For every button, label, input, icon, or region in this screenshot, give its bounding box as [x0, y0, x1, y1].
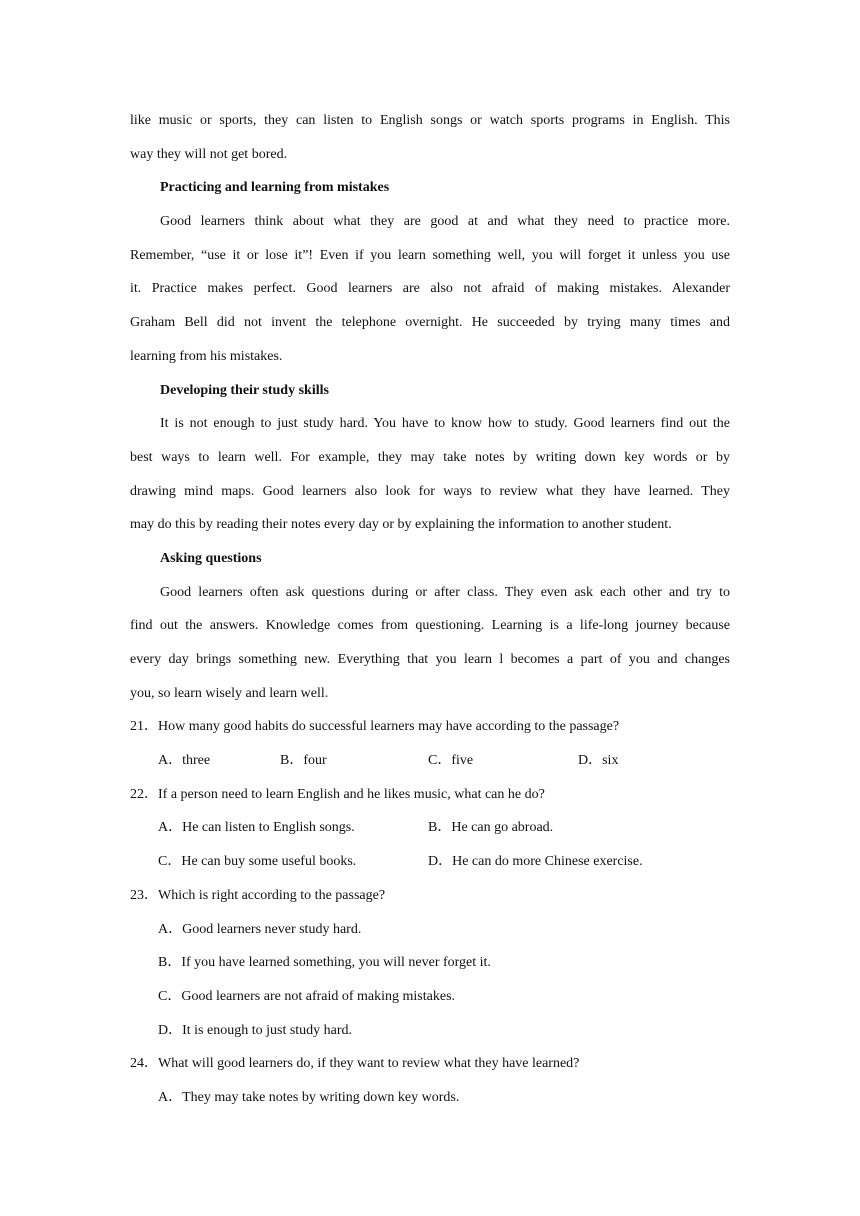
option-c: C．He can buy some useful books.: [158, 854, 357, 870]
question-23: [130, 879, 730, 1047]
option-c: C．Good learners are not afraid of making mistakes.: [158, 988, 456, 1004]
option-a: A．three: [158, 753, 211, 769]
options-row: [130, 744, 730, 778]
option-a: A．He can listen to English songs.: [158, 820, 355, 836]
paragraph-continued: [130, 104, 730, 171]
question-stem: 22．If a person need to learn English and he likes music, what can he do?: [130, 786, 545, 802]
paragraph-line: Graham Bell did not invent the telephone overnight. He succeeded by trying many times and: [130, 315, 730, 331]
paragraph-line: may do this by reading their notes every day or by explaining the information to another student.: [130, 517, 672, 533]
section-heading-asking: Asking questions: [160, 550, 262, 566]
paragraph-line: Remember, “use it or lose it”! Even if you learn something well, you will forget it unless you use: [130, 247, 730, 263]
section-heading-practicing: Practicing and learning from mistakes: [160, 180, 390, 196]
paragraph-line: it. Practice makes perfect. Good learners are also not afraid of making mistakes. Alexander: [130, 281, 730, 297]
option-d: D．He can do more Chinese exercise.: [428, 854, 643, 870]
paragraph-asking: [130, 576, 730, 711]
paragraph-line: learning from his mistakes.: [130, 348, 283, 364]
question-stem: 21．How many good habits do successful learners may have according to the passage?: [130, 719, 620, 735]
paragraph-line: every day brings something new. Everything that you learn l becomes a part of you and changes: [130, 652, 730, 667]
option-d: D．It is enough to just study hard.: [158, 1022, 353, 1038]
paragraph-line: drawing mind maps. Good learners also look for ways to review what they have learned. They: [130, 483, 730, 499]
paragraph-line: Good learners think about what they are good at and what they need to practice more.: [160, 214, 730, 230]
question-24: [130, 1047, 730, 1114]
option-c: C．five: [428, 753, 474, 769]
option-b: B．four: [280, 753, 327, 769]
paragraph-line: Good learners often ask questions during or after class. They even ask each other and try to: [160, 584, 730, 600]
paragraph-line: best ways to learn well. For example, they may take notes by writing down key words or by: [130, 449, 730, 465]
paragraph-line: like music or sports, they can listen to English songs or watch sports programs in English. This: [130, 113, 730, 128]
option-a: A．They may take notes by writing down key words.: [158, 1089, 460, 1105]
question-stem: 24．What will good learners do, if they want to review what they have learned?: [130, 1056, 580, 1072]
option-b: B．He can go abroad.: [428, 820, 554, 836]
options-row: [130, 811, 730, 845]
paragraph-line: find out the answers. Knowledge comes from questioning. Learning is a life-long journey because: [130, 618, 730, 634]
question-22: [130, 778, 730, 879]
option-d: D．six: [578, 753, 619, 769]
paragraph-line: way they will not get bored.: [130, 146, 288, 162]
paragraph-practicing: [130, 205, 730, 373]
section-heading-study-skills: Developing their study skills: [160, 382, 329, 398]
option-b: B．If you have learned something, you will never forget it.: [158, 955, 491, 971]
paragraph-line: you, so learn wisely and learn well.: [130, 685, 329, 701]
paragraph-study-skills: [130, 407, 730, 542]
options-row: [130, 845, 730, 879]
question-21: [130, 710, 730, 777]
question-stem: 23．Which is right according to the passage?: [130, 887, 386, 903]
document-page: [130, 104, 730, 1115]
option-a: A．Good learners never study hard.: [158, 921, 362, 937]
paragraph-line: It is not enough to just study hard. You have to know how to study. Good learners find out the: [160, 416, 730, 432]
